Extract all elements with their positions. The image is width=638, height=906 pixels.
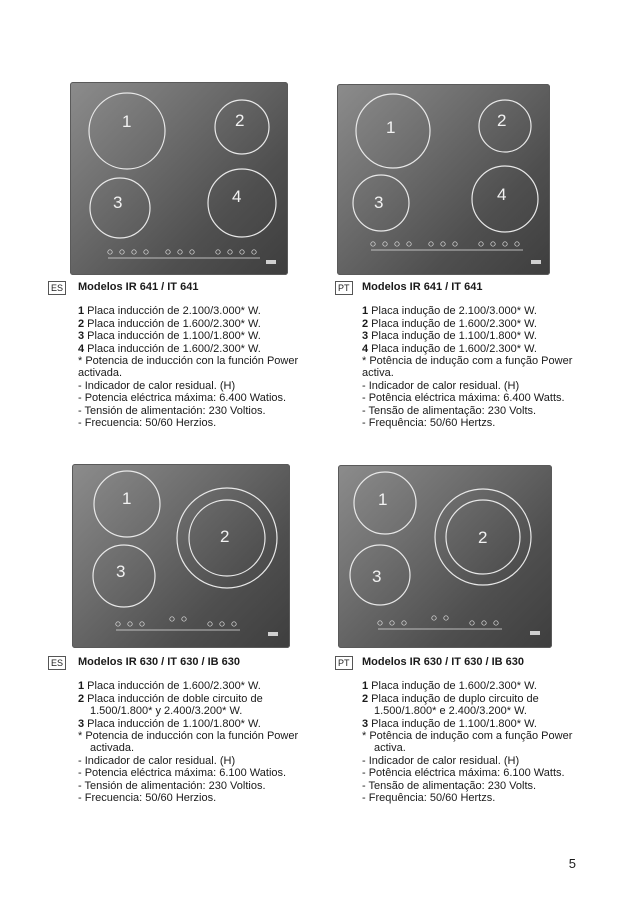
spec-line bbox=[362, 755, 612, 767]
spec-line bbox=[78, 780, 328, 792]
zone-number: 1 bbox=[362, 305, 369, 318]
hob-drawing bbox=[338, 465, 552, 648]
spec-text: 1.500/1.800* e 2.400/3.200* W. bbox=[374, 705, 527, 718]
spec-line bbox=[362, 767, 612, 779]
spec-text: - Indicador de calor residual. (H) bbox=[78, 379, 236, 392]
spec-line bbox=[362, 693, 612, 705]
spec-line bbox=[362, 392, 612, 404]
zone-number: 2 bbox=[362, 317, 369, 330]
spec-line bbox=[78, 405, 328, 417]
spec-text: - Indicador de calor residual. (H) bbox=[78, 754, 236, 767]
spec-text: Placa inducción de 1.600/2.300* W. bbox=[84, 680, 261, 693]
language-tag: ES bbox=[48, 281, 66, 295]
control-panel bbox=[116, 617, 240, 630]
spec-text: Placa inducción de 1.600/2.300* W. bbox=[84, 342, 261, 355]
spec-line bbox=[362, 718, 612, 730]
hob-drawing bbox=[72, 464, 290, 648]
zone-label: 1 bbox=[378, 490, 388, 509]
spec-line bbox=[78, 792, 328, 804]
zone-label: 2 bbox=[235, 111, 245, 130]
spec-text: - Tensión de alimentación: 230 Voltios. bbox=[78, 404, 266, 417]
spec-line bbox=[78, 355, 328, 367]
zone-number: 3 bbox=[78, 330, 85, 343]
spec-text: - Frecuencia: 50/60 Herzios. bbox=[78, 417, 217, 430]
spec-line bbox=[362, 343, 612, 355]
control-panel bbox=[371, 242, 523, 250]
zone-label: 1 bbox=[122, 112, 132, 131]
spec-text: Placa indução de duplo circuito de bbox=[368, 692, 539, 705]
spec-line bbox=[362, 367, 612, 379]
spec-line bbox=[78, 380, 328, 392]
spec-line bbox=[362, 417, 612, 429]
spec-text: * Potencia de inducción con la función Power bbox=[78, 730, 299, 743]
zone-number: 3 bbox=[78, 717, 85, 730]
spec-line bbox=[78, 718, 328, 730]
spec-text: Placa indução de 1.100/1.800* W. bbox=[368, 717, 537, 730]
spec-line bbox=[362, 355, 612, 367]
spec-text: - Frequência: 50/60 Hertzs. bbox=[362, 792, 496, 805]
spec-block bbox=[362, 656, 612, 804]
spec-line bbox=[78, 767, 328, 779]
zone-label: 1 bbox=[386, 118, 396, 137]
spec-line bbox=[362, 742, 612, 754]
spec-text: - Tensão de alimentação: 230 Volts. bbox=[362, 404, 537, 417]
spec-block bbox=[78, 656, 328, 804]
spec-line bbox=[362, 318, 612, 330]
spec-line bbox=[78, 680, 328, 692]
page-number: 5 bbox=[568, 856, 576, 871]
zone-label: 1 bbox=[122, 489, 132, 508]
zone-label: 3 bbox=[372, 567, 382, 586]
spec-text: Placa indução de 1.100/1.800* W. bbox=[368, 330, 537, 343]
spec-text: * Potencia de inducción con la función Power bbox=[78, 355, 299, 368]
spec-block bbox=[78, 281, 328, 429]
spec-line bbox=[362, 330, 612, 342]
spec-line bbox=[78, 730, 328, 742]
zone-number: 1 bbox=[78, 680, 85, 693]
spec-text: * Potência de indução com a função Power bbox=[362, 355, 573, 368]
spec-text: Placa inducción de 1.100/1.800* W. bbox=[84, 330, 261, 343]
zone-label: 2 bbox=[220, 527, 230, 546]
brand-logo bbox=[266, 260, 276, 264]
spec-text: Placa inducción de doble circuito de bbox=[84, 692, 263, 705]
spec-line bbox=[78, 742, 328, 754]
hob-image-ir630-es bbox=[72, 464, 290, 648]
hob-image-ir630-pt bbox=[338, 465, 552, 648]
spec-text: - Potencia eléctrica máxima: 6.100 Watios. bbox=[78, 767, 287, 780]
spec-text: - Potencia eléctrica máxima: 6.400 Watios. bbox=[78, 392, 287, 405]
spec-text: Placa indução de 1.600/2.300* W. bbox=[368, 680, 537, 693]
spec-text: activa. bbox=[362, 367, 394, 380]
spec-line bbox=[78, 755, 328, 767]
control-panel bbox=[108, 250, 260, 258]
zone-label: 4 bbox=[497, 185, 507, 204]
spec-text: - Potência eléctrica máxima: 6.400 Watts. bbox=[362, 392, 565, 405]
zone-number: 3 bbox=[362, 330, 369, 343]
spec-text: - Indicador de calor residual. (H) bbox=[362, 379, 520, 392]
zone-number: 4 bbox=[78, 342, 85, 355]
hob-image-ir641-pt bbox=[337, 84, 550, 275]
spec-text: Placa indução de 1.600/2.300* W. bbox=[368, 317, 537, 330]
spec-line bbox=[362, 680, 612, 692]
spec-text: Placa inducción de 1.100/1.800* W. bbox=[84, 717, 261, 730]
spec-text: Placa indução de 1.600/2.300* W. bbox=[368, 342, 537, 355]
spec-text: Placa indução de 2.100/3.000* W. bbox=[368, 305, 537, 318]
spec-line bbox=[362, 780, 612, 792]
spec-line bbox=[362, 380, 612, 392]
spec-text: Placa inducción de 2.100/3.000* W. bbox=[84, 305, 261, 318]
zone-number: 2 bbox=[362, 692, 369, 705]
spec-line bbox=[78, 318, 328, 330]
spec-block bbox=[362, 281, 612, 429]
hob-image-ir641-es bbox=[70, 82, 288, 275]
spec-text: 1.500/1.800* y 2.400/3.200* W. bbox=[90, 705, 243, 718]
spec-line bbox=[362, 705, 612, 717]
spec-line bbox=[362, 730, 612, 742]
language-tag: PT bbox=[335, 656, 353, 670]
zone-number: 1 bbox=[362, 680, 369, 693]
zone-label: 3 bbox=[116, 562, 126, 581]
language-tag: PT bbox=[335, 281, 353, 295]
spec-line bbox=[78, 305, 328, 317]
zone-label: 2 bbox=[497, 111, 507, 130]
hob-drawing bbox=[337, 84, 550, 275]
model-title: Modelos IR 641 / IT 641 bbox=[362, 281, 483, 293]
zone-number: 4 bbox=[362, 342, 369, 355]
zone-number: 3 bbox=[362, 717, 369, 730]
model-title: Modelos IR 641 / IT 641 bbox=[78, 281, 199, 293]
spec-text: - Frecuencia: 50/60 Herzios. bbox=[78, 792, 217, 805]
spec-line bbox=[362, 405, 612, 417]
spec-line bbox=[78, 705, 328, 717]
hob-drawing bbox=[70, 82, 288, 275]
zone-label: 3 bbox=[113, 193, 123, 212]
spec-text: activada. bbox=[90, 742, 135, 755]
spec-text: activada. bbox=[78, 367, 123, 380]
spec-text: - Tensión de alimentación: 230 Voltios. bbox=[78, 779, 266, 792]
spec-text: - Tensão de alimentação: 230 Volts. bbox=[362, 779, 537, 792]
spec-line bbox=[78, 343, 328, 355]
spec-line bbox=[78, 330, 328, 342]
zone-label: 4 bbox=[232, 187, 242, 206]
zone-number: 1 bbox=[78, 305, 85, 318]
spec-line bbox=[78, 392, 328, 404]
spec-line bbox=[78, 693, 328, 705]
spec-text: Placa inducción de 1.600/2.300* W. bbox=[84, 317, 261, 330]
zone-label: 2 bbox=[478, 528, 488, 547]
zone-number: 2 bbox=[78, 692, 85, 705]
model-title: Modelos IR 630 / IT 630 / IB 630 bbox=[362, 656, 525, 668]
brand-logo bbox=[530, 631, 540, 635]
language-tag: ES bbox=[48, 656, 66, 670]
spec-line bbox=[78, 367, 328, 379]
spec-text: * Potência de indução com a função Power bbox=[362, 730, 573, 743]
control-panel bbox=[378, 616, 502, 629]
spec-text: - Indicador de calor residual. (H) bbox=[362, 754, 520, 767]
zone-number: 2 bbox=[78, 317, 85, 330]
model-title: Modelos IR 630 / IT 630 / IB 630 bbox=[78, 656, 241, 668]
spec-line bbox=[362, 792, 612, 804]
brand-logo bbox=[268, 632, 278, 636]
spec-text: - Frequência: 50/60 Hertzs. bbox=[362, 417, 496, 430]
spec-line bbox=[78, 417, 328, 429]
zone-label: 3 bbox=[374, 193, 384, 212]
spec-text: - Potência eléctrica máxima: 6.100 Watts. bbox=[362, 767, 565, 780]
spec-line bbox=[362, 305, 612, 317]
spec-text: activa. bbox=[374, 742, 406, 755]
brand-logo bbox=[531, 260, 541, 264]
